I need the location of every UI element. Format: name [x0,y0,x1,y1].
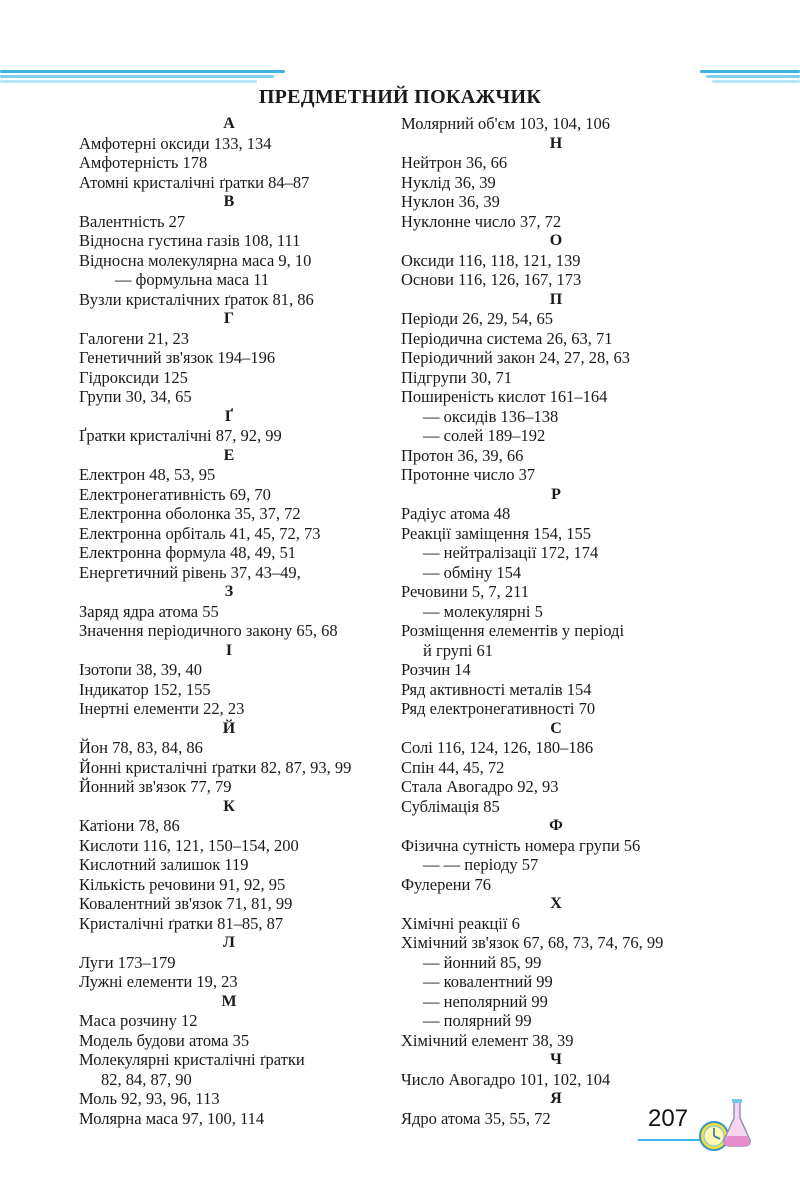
index-entry: Розчин 14 [401,660,471,679]
index-entry: — формульна маса 11 [115,270,270,289]
index-entry: Стала Авогадро 92, 93 [401,777,559,796]
header-rule-right [700,70,800,84]
index-entry: — нейтралізації 172, 174 [423,543,599,562]
index-entry: Періодична система 26, 63, 71 [401,328,613,348]
index-entry: Електронегативність 69, 70 [79,484,271,504]
index-entry: Значення періодичного закону 65, 68 [79,621,338,640]
index-entry: Ядро атома 35, 55, 72 [401,1108,551,1128]
index-entry: Ряд електронегативності 70 [401,699,596,718]
index-entry: Хімічний зв'язок 67, 68, 73, 74, 76, 99 [401,933,664,952]
index-letter-heading: A [223,115,235,132]
index-letter-heading: М [221,992,237,1010]
index-letter-heading: О [549,232,563,249]
index-entry: Відносна молекулярна маса 9, 10 [79,250,312,270]
index-entry: Енергетичний рівень 37, 43–49, [79,562,301,582]
index-entry: Кількість речовини 91, 92, 95 [79,874,286,894]
index-entry: Спін 44, 45, 72 [401,757,505,777]
index-entry: Електронна оболонка 35, 37, 72 [79,504,301,523]
index-letter-heading: Е [223,446,235,464]
index-entry: — обміну 154 [423,562,522,582]
index-entry: Розміщення елементів у періоді [401,621,625,640]
index-entry: — йонний 85, 99 [423,952,542,972]
index-entry: Електрон 48, 53, 95 [79,465,216,484]
index-entry: Луги 173–179 [79,952,176,972]
page-title: ПРЕДМЕТНИЙ ПОКАЖЧИК [258,86,542,108]
index-entry: Ряд активності металів 154 [401,679,592,699]
index-letter-heading: Ґ [224,407,234,425]
index-entry: Атомні кристалічні ґратки 84–87 [79,172,310,192]
index-entry: Молярний об'єм 103, 104, 106 [401,114,610,133]
index-entry: Групи 30, 34, 65 [79,387,192,406]
index-entry: Гідроксиди 125 [79,367,188,387]
index-letter-heading: Л [223,934,235,951]
index-entry: Періоди 26, 29, 54, 65 [401,309,553,328]
index-entry: Речовини 5, 7, 211 [401,582,529,601]
index-entry: й групі 61 [423,640,494,660]
index-entry: Лужні елементи 19, 23 [79,972,238,991]
index-entry: Йонні кристалічні ґратки 82, 87, 93, 99 [79,757,352,777]
index-entry: Фулерени 76 [401,874,491,894]
index-entry: Галогени 21, 23 [79,328,189,348]
index-entry: Поширеність кислот 161–164 [401,387,608,406]
index-entry: Електронна орбіталь 41, 45, 72, 73 [79,523,321,543]
index-entry: Хімічні реакції 6 [401,913,520,933]
index-letter-heading: Ч [550,1051,562,1068]
index-entry: — ковалентний 99 [423,972,553,991]
index-letter-heading: Р [551,485,561,503]
index-letter-heading: Й [222,719,236,737]
header-rule-left [0,70,285,84]
index-entry: Ґратки кристалічні 87, 92, 99 [79,426,282,445]
index-entry: — неполярний 99 [423,991,548,1011]
index-entry: Катіони 78, 86 [79,816,180,835]
index-entry: Ізотопи 38, 39, 40 [79,660,202,679]
index-entry: Моль 92, 93, 96, 113 [79,1089,220,1108]
index-column-right [401,114,711,1128]
index-entry: Солі 116, 124, 126, 180–186 [401,738,594,757]
index-letter-heading: І [225,641,233,659]
index-entry: Інертні елементи 22, 23 [79,699,245,718]
index-column-left [79,114,379,1128]
index-entry: Оксиди 116, 118, 121, 139 [401,250,581,270]
index-entry: Йонний зв'язок 77, 79 [79,777,232,796]
index-entry: Відносна густина газів 108, 111 [79,231,301,250]
index-entry: Протон 36, 39, 66 [401,445,524,465]
index-entry: Нуклонне число 37, 72 [401,211,562,231]
index-entry: Заряд ядра атома 55 [79,601,219,621]
index-entry: Генетичний зв'язок 194–196 [79,348,276,367]
index-entry: Молярна маса 97, 100, 114 [79,1108,265,1128]
index-entry: Нуклід 36, 39 [401,172,496,192]
index-letter-heading: Г [223,310,235,327]
index-entry: — оксидів 136–138 [423,406,559,426]
index-letter-heading: З [224,583,234,600]
index-entry: Амфотерність 178 [79,153,208,172]
index-entry: Нуклон 36, 39 [401,192,500,211]
index-entry: Нейтрон 36, 66 [401,153,508,172]
index-entry: Періодичний закон 24, 27, 28, 63 [401,348,630,367]
index-entry: Амфотерні оксиди 133, 134 [79,133,272,153]
index-entry: Фізична сутність номера групи 56 [401,835,641,855]
page-number: 207 [648,1105,689,1132]
index-entry: Електронна формула 48, 49, 51 [79,543,297,562]
index-entry: 82, 84, 87, 90 [101,1069,192,1089]
index-letter-heading: К [223,797,235,815]
index-entry: Реакції заміщення 154, 155 [401,523,591,543]
index-entry: Кислотний залишок 119 [79,855,249,874]
index-entry: Кислоти 116, 121, 150–154, 200 [79,835,299,855]
index-entry: Кристалічні ґратки 81–85, 87 [79,913,284,933]
index-letter-heading: Х [550,895,562,912]
index-entry: Вузли кристалічних ґраток 81, 86 [79,289,314,309]
index-entry: Йон 78, 83, 84, 86 [79,738,203,757]
index-entry: Сублімація 85 [401,796,500,816]
index-entry: — — періоду 57 [423,855,539,874]
index-entry: Молекулярні кристалічні ґратки [79,1050,305,1069]
index-entry: Число Авогадро 101, 102, 104 [401,1069,611,1089]
index-entry: Радіус атома 48 [401,504,511,523]
index-entry: — молекулярні 5 [423,601,543,621]
index-letter-heading: П [549,290,563,308]
index-entry: Маса розчину 12 [79,1011,198,1030]
index-letter-heading: В [223,193,235,210]
index-entry: Валентність 27 [79,211,186,231]
index-letter-heading: Н [549,134,563,152]
index-entry: — полярний 99 [423,1011,532,1030]
index-entry: Підгрупи 30, 71 [401,367,512,387]
index-entry: Модель будови атома 35 [79,1030,250,1050]
index-letter-heading: Я [550,1090,562,1107]
index-letter-heading: С [550,719,562,737]
index-entry: — солей 189–192 [423,426,546,445]
index-letter-heading: Ф [549,817,563,834]
index-entry: Протонне число 37 [401,465,536,484]
index-entry: Основи 116, 126, 167, 173 [401,270,582,289]
index-entry: Хімічний елемент 38, 39 [401,1030,574,1050]
index-entry: Ковалентний зв'язок 71, 81, 99 [79,894,293,913]
index-entry: Індикатор 152, 155 [79,679,211,699]
